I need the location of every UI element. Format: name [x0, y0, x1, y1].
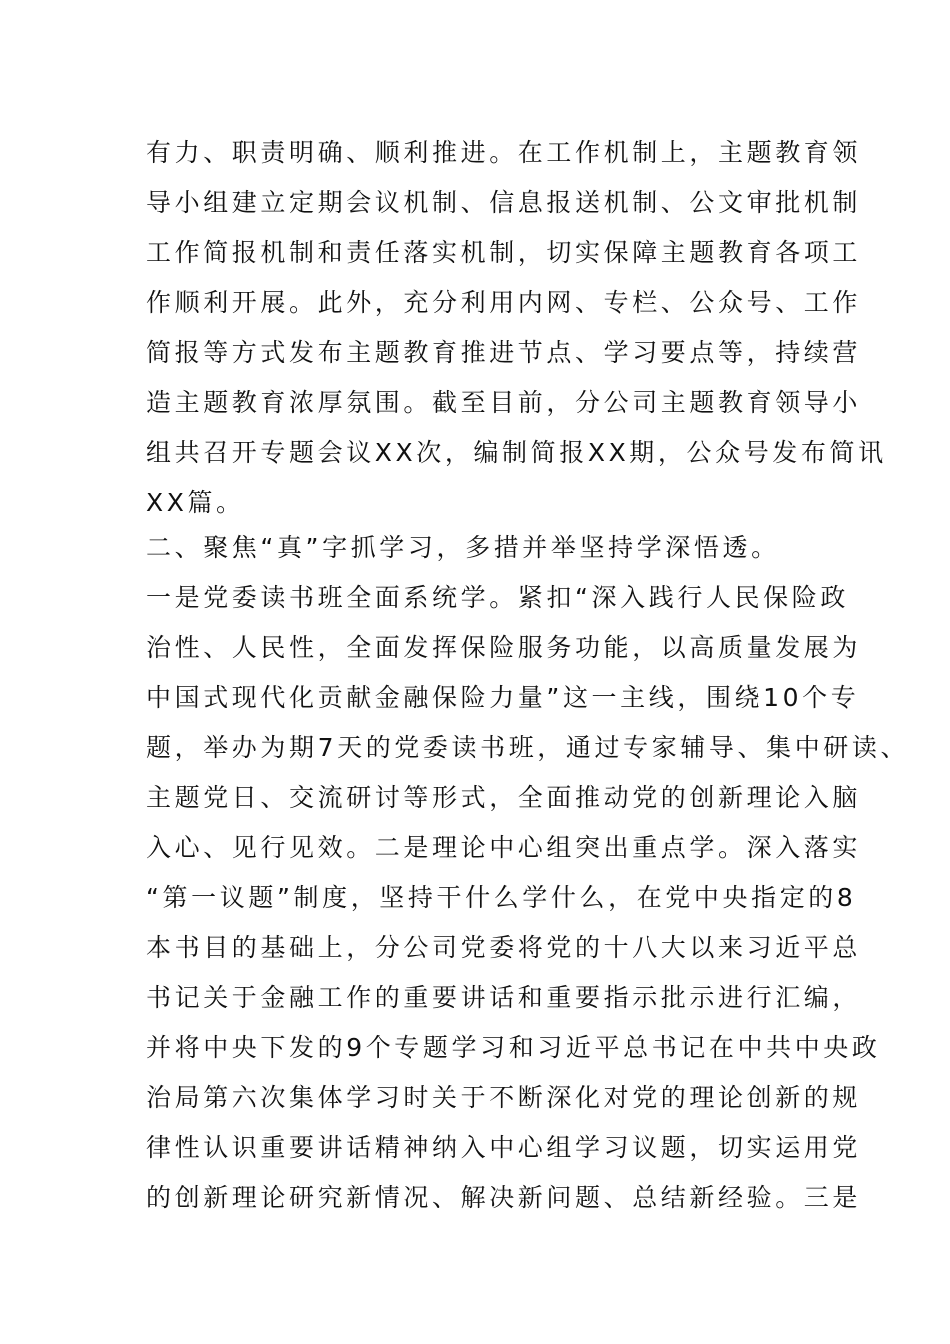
text-line: 一是党委读书班全面系统学。紧扣“深入践行人民保险政: [146, 583, 849, 612]
text-line: 本书目的基础上，分公司党委将党的十八大以来习近平总: [146, 933, 862, 962]
text-line: 主题党日、交流研讨等形式，全面推动党的创新理论入脑: [146, 783, 862, 812]
text-line: 作顺利开展。此外，充分利用内网、专栏、公众号、工作: [146, 288, 862, 317]
text-line: 治性、人民性，全面发挥保险服务功能，以高质量发展为: [146, 633, 862, 662]
text-line: 律性认识重要讲话精神纳入中心组学习议题，切实运用党: [146, 1133, 862, 1162]
text-line: 并将中央下发的9个专题学习和习近平总书记在中共中央政: [146, 1033, 881, 1062]
text-line: 简报等方式发布主题教育推进节点、学习要点等，持续营: [146, 338, 862, 367]
text-line: “第一议题”制度，坚持干什么学什么，在党中央指定的8: [146, 883, 857, 912]
paragraph-study-measures: [146, 573, 910, 1223]
heading-line: 二、聚焦“真”字抓学习，多措并举坚持学深悟透。: [146, 533, 780, 562]
text-line: 治局第六次集体学习时关于不断深化对党的理论创新的规: [146, 1083, 862, 1112]
paragraph-work-mechanism: [146, 128, 887, 528]
text-line: 入心、见行见效。二是理论中心组突出重点学。深入落实: [146, 833, 862, 862]
section-heading: [146, 523, 846, 573]
text-line: 造主题教育浓厚氛围。截至目前，分公司主题教育领导小: [146, 388, 862, 417]
text-line: 中国式现代化贡献金融保险力量”这一主线，围绕10个专: [146, 683, 860, 712]
text-line: XX篇。: [146, 488, 245, 517]
text-line: 书记关于金融工作的重要讲话和重要指示批示进行汇编，: [146, 983, 862, 1012]
text-line: 题，举办为期7天的党委读书班，通过专家辅导、集中研读、: [146, 733, 910, 762]
text-line: 的创新理论研究新情况、解决新问题、总结新经验。三是: [146, 1183, 862, 1212]
text-line: 导小组建立定期会议机制、信息报送机制、公文审批机制: [146, 188, 862, 217]
text-line: 有力、职责明确、顺利推进。在工作机制上，主题教育领: [146, 138, 862, 167]
text-line: 组共召开专题会议XX次，编制简报XX期，公众号发布简讯: [146, 438, 887, 467]
text-line: 工作简报机制和责任落实机制，切实保障主题教育各项工: [146, 238, 862, 267]
